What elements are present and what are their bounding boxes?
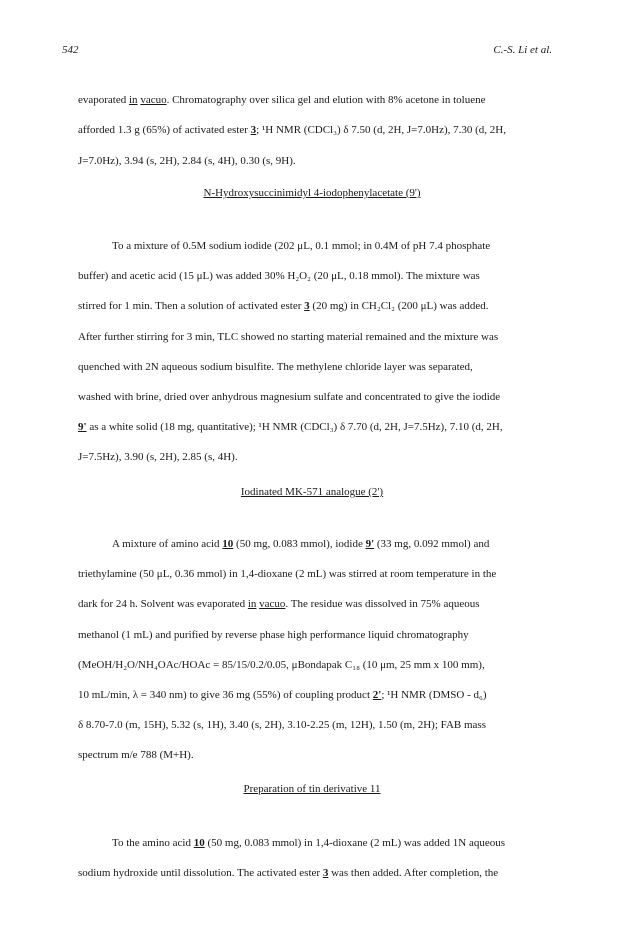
section-heading: Iodinated MK-571 analogue (2') bbox=[240, 486, 384, 498]
compound-ref: 3 bbox=[322, 867, 329, 879]
paragraph-line: To a mixture of 0.5M sodium iodide (202 μL, 0.1 mmol; in 0.4M of pH 7.4 phosphate bbox=[112, 240, 491, 252]
paragraph-line: stirred for 1 min. Then a solution of activated ester 3 (20 mg) in CH₂Cl₂ (200 μL) was added. bbox=[78, 300, 489, 312]
paragraph-line: After further stirring for 3 min, TLC showed no starting material remained and the mixture was bbox=[78, 331, 499, 343]
paragraph-line: dark for 24 h. Solvent was evaporated in vacuo. The residue was dissolved in 75% aqueous bbox=[78, 598, 480, 610]
compound-ref: 10 bbox=[222, 538, 234, 550]
paragraph-line: J=7.0Hz), 3.94 (s, 2H), 2.84 (s, 4H), 0.30 (s, 9H). bbox=[78, 155, 296, 167]
paragraph-line: (MeOH/H₂O/NH₄OAc/HOAc = 85/15/0.2/0.05, μBondapak C₁₈ (10 μm, 25 mm x 100 mm), bbox=[78, 659, 485, 671]
page-number: 542 bbox=[62, 44, 79, 56]
paragraph-line: triethylamine (50 μL, 0.36 mmol) in 1,4-dioxane (2 mL) was stirred at room temperature in the bbox=[78, 568, 497, 580]
compound-ref: 3 bbox=[304, 300, 310, 312]
paragraph-line: evaporated in vacuo. Chromatography over silica gel and elution with 8% acetone in toluene bbox=[78, 94, 486, 106]
section-heading: N-Hydroxysuccinimidyl 4-iodophenylacetate (9') bbox=[203, 187, 421, 199]
running-head: C.-S. Li et al. bbox=[493, 44, 552, 56]
paragraph-line: sodium hydroxide until dissolution. The activated ester 3 was then added. After completion, the bbox=[78, 867, 499, 879]
compound-ref: 3 bbox=[250, 124, 257, 136]
paragraph-line: To the amino acid 10 (50 mg, 0.083 mmol) in 1,4-dioxane (2 mL) was added 1N aqueous bbox=[112, 837, 506, 849]
paragraph-line: methanol (1 mL) and purified by reverse phase high performance liquid chromatography bbox=[78, 629, 469, 641]
compound-ref: 2' bbox=[372, 689, 382, 701]
paragraph-line: 9' as a white solid (18 mg, quantitative); ¹H NMR (CDCl₃) δ 7.70 (d, 2H, J=7.5Hz), 7.10 (d, 2H, bbox=[78, 421, 503, 433]
paragraph-line: 10 mL/min, λ = 340 nm) to give 36 mg (55%) of coupling product 2'; ¹H NMR (DMSO - d₆) bbox=[78, 689, 487, 701]
paragraph-line: J=7.5Hz), 3.90 (s, 2H), 2.85 (s, 4H). bbox=[78, 451, 238, 463]
paragraph-line: washed with brine, dried over anhydrous magnesium sulfate and concentrated to give the iodide bbox=[78, 391, 501, 403]
paragraph-line: quenched with 2N aqueous sodium bisulfite. The methylene chloride layer was separated, bbox=[78, 361, 473, 373]
section-heading: Preparation of tin derivative 11 bbox=[243, 783, 381, 795]
paragraph-line: afforded 1.3 g (65%) of activated ester 3; ¹H NMR (CDCl₃) δ 7.50 (d, 2H, J=7.0Hz), 7.30 (d, 2H, bbox=[78, 124, 506, 136]
paragraph-line: δ 8.70-7.0 (m, 15H), 5.32 (s, 1H), 3.40 (s, 2H), 3.10-2.25 (m, 12H), 1.50 (m, 2H); FAB mass bbox=[78, 719, 486, 731]
compound-ref: 9' bbox=[365, 538, 375, 550]
paragraph-line: A mixture of amino acid 10 (50 mg, 0.083 mmol), iodide 9' (33 mg, 0.092 mmol) and bbox=[112, 538, 490, 550]
paragraph-line: buffer) and acetic acid (15 μL) was added 30% H₂O₂ (20 μL, 0.18 mmol). The mixture was bbox=[78, 270, 480, 282]
compound-ref: 9' bbox=[78, 421, 87, 433]
paragraph-line: spectrum m/e 788 (M+H). bbox=[78, 749, 194, 761]
compound-ref: 10 bbox=[193, 837, 205, 849]
